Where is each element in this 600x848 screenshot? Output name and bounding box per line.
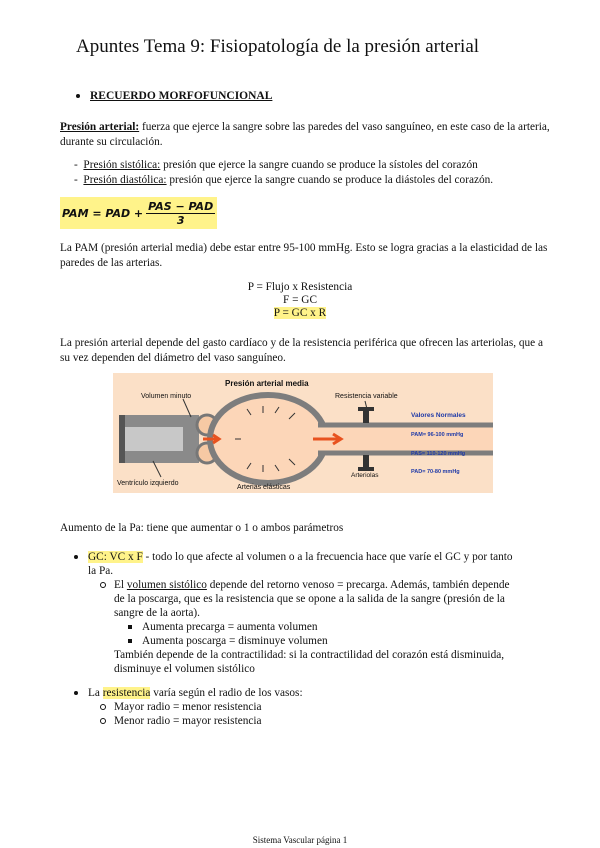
presion-arterial-definition <box>60 120 550 150</box>
section-heading-text: RECUERDO MORFOFUNCIONAL <box>90 90 273 102</box>
definition-text: presión que ejerce la sangre cuando se produce la sístoles del corazón <box>160 159 478 171</box>
vs-term: volumen sistólico <box>126 579 207 591</box>
circle-bullet-icon <box>100 718 106 724</box>
square-bullet-icon <box>128 639 132 643</box>
square-item-2 <box>128 634 328 648</box>
equation-3 <box>0 307 600 320</box>
label-volumen-minuto: Volumen minuto <box>141 393 192 400</box>
formula-fraction <box>146 200 215 227</box>
normal-value-pam: PAM= 96-100 mmHg <box>411 432 464 438</box>
bullet-icon <box>74 555 78 559</box>
definition-text: presión que ejerce la sangre cuando se produce la diástoles del corazón. <box>166 174 494 186</box>
label-resistencia-variable: Resistencia variable <box>335 393 398 400</box>
circle-bullet-icon <box>100 582 106 588</box>
page-title: Apuntes Tema 9: Fisiopatología de la presión arterial <box>76 36 480 57</box>
radio-item-2 <box>100 714 262 728</box>
formula-denominator: 3 <box>176 213 185 227</box>
label-ventriculo: Ventrículo izquierdo <box>117 480 179 487</box>
vs-prefix: El <box>114 579 127 591</box>
resistencia-term: resistencia <box>102 687 151 699</box>
normal-value-pas: PAS= 110-120 mmHg <box>411 451 466 457</box>
dash: - <box>74 159 84 171</box>
pressure-diagram-svg <box>113 373 493 493</box>
screw-head-bottom <box>358 467 374 471</box>
normal-values-title: Valores Normales <box>411 412 466 419</box>
term: Presión sistólica: <box>83 159 161 171</box>
resistencia-bullet <box>74 686 303 700</box>
radio-item-text: Mayor radio = menor resistencia <box>114 701 262 713</box>
dash: - <box>74 174 84 186</box>
dependence-paragraph: La presión arterial depende del gasto cardíaco y de la resistencia periférica que ofrecen las arteriolas, que a su vez dependen del diámetro del vaso sanguíneo. <box>60 337 544 364</box>
square-item-1 <box>128 620 318 634</box>
vs-item <box>100 578 550 592</box>
contractilidad-line2: disminuye el volumen sistólico <box>114 663 255 675</box>
page-footer: Sistema Vascular página 1 <box>252 835 348 845</box>
pressure-diagram <box>113 373 493 493</box>
equation-1: P = Flujo x Resistencia <box>247 281 353 293</box>
circle-bullet-icon <box>100 704 106 710</box>
pam-paragraph: La PAM (presión arterial media) debe estar entre 95-100 mmHg. Esto se logra gracias a la elasticidad de las paredes de las arterias. <box>60 242 548 269</box>
gc-text-2: la Pa. <box>88 565 114 577</box>
definition-sistolica <box>74 158 478 173</box>
section-heading <box>76 90 272 102</box>
vs-line1: depende del retorno venoso = precarga. Además, también depende <box>206 579 510 591</box>
square-item-text: Aumenta precarga = aumenta volumen <box>142 621 318 633</box>
resistencia-prefix: La <box>88 687 103 699</box>
formula-numerator: PAS − PAD <box>148 199 214 213</box>
radio-item-text: Menor radio = mayor resistencia <box>114 715 262 727</box>
bullet-icon <box>76 94 80 98</box>
vs-line2: de la poscarga, que es la resistencia que se opone a la salida de la sangre (presión de la <box>114 593 505 605</box>
radio-item-1 <box>100 700 262 714</box>
resistance-screw-top <box>363 409 369 423</box>
label-arterias-elasticas: Arterias elásticas <box>237 484 291 491</box>
definition-text: fuerza que ejerce la sangre sobre las paredes del vaso sanguíneo, en este caso de la arteria, durante su circulación. <box>60 121 550 148</box>
gc-bullet <box>74 550 544 564</box>
square-bullet-icon <box>128 625 132 629</box>
gc-highlight: GC: VC x F <box>88 551 143 563</box>
vs-line3: sangre de la aorta). <box>114 607 200 619</box>
contractilidad-line1: También depende de la contractilidad: si la contractilidad del corazón está disminuida, <box>114 649 505 661</box>
aumento-line: Aumento de la Pa: tiene que aumentar o 1 o ambos parámetros <box>60 522 344 534</box>
elastic-artery-balloon <box>210 395 326 483</box>
resistance-screw-bottom <box>363 455 369 469</box>
equation-3-text: P = GC x R <box>273 307 327 319</box>
gc-text-1: - todo lo que afecte al volumen o a la frecuencia hace que varíe el GC y por tanto <box>142 551 513 563</box>
square-item-text: Aumenta poscarga = disminuye volumen <box>142 635 328 647</box>
equation-2: F = GC <box>283 294 317 306</box>
pam-formula <box>60 197 217 229</box>
screw-head-top <box>358 407 374 411</box>
term: Presión arterial: <box>60 121 140 133</box>
label-arteriolas: Arteriolas <box>351 472 379 479</box>
resistencia-text: varía según el radio de los vasos: <box>150 687 303 699</box>
diagram-title: Presión arterial media <box>225 379 309 388</box>
piston-plate <box>119 415 125 463</box>
piston <box>121 427 183 451</box>
formula-left: PAM = PAD + <box>62 206 144 220</box>
definition-diastolica <box>74 173 493 188</box>
normal-value-pad: PAD= 70-80 mmHg <box>411 469 460 475</box>
term: Presión diastólica: <box>83 174 167 186</box>
bullet-icon <box>74 691 78 695</box>
arteriole-tube <box>318 425 493 453</box>
